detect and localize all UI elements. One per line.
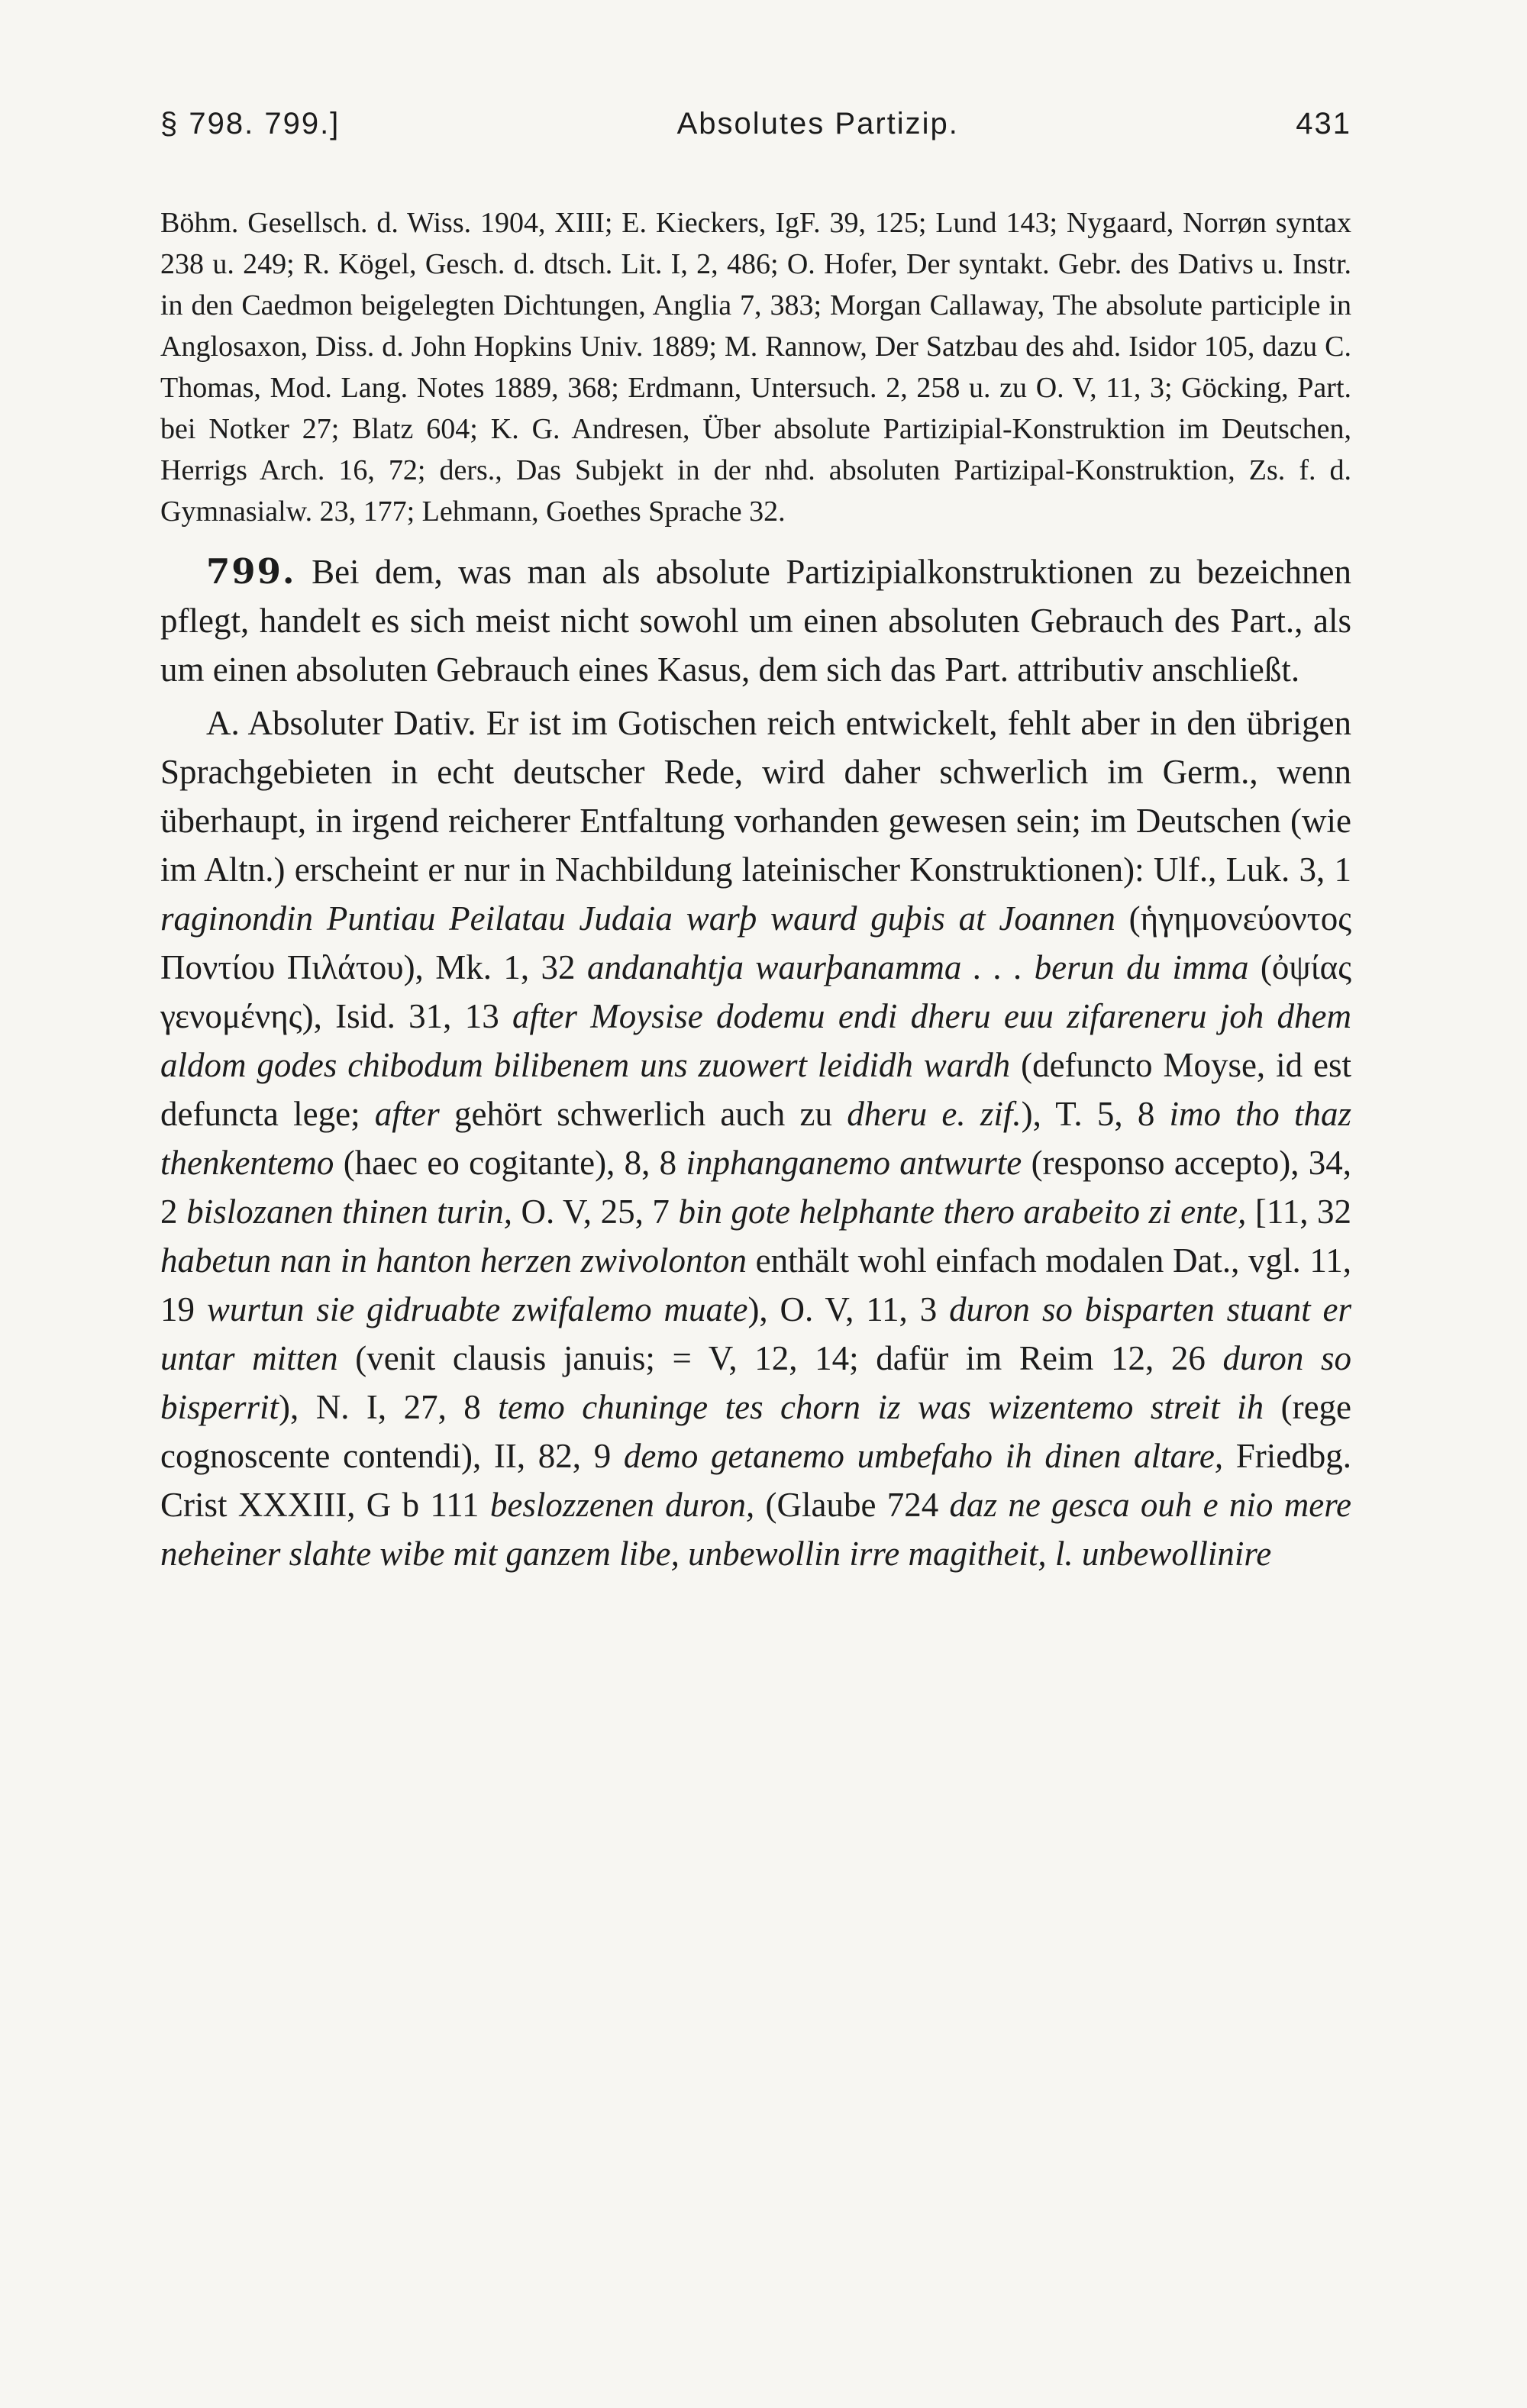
ohg-word: after	[374, 1095, 440, 1133]
text-run: ), O. V, 11, 3	[747, 1290, 938, 1328]
subsection-heading: A. Absoluter Dativ.	[206, 704, 476, 742]
text-run: O. V, 25, 7	[521, 1193, 670, 1231]
text-run: (venit clausis januis; = V, 12, 14; dafür im Reim 12, 26	[355, 1339, 1206, 1377]
text-run: ), N. I, 27, 8	[279, 1388, 481, 1426]
ohg-quote: after Moysise dodemu endi dheru euu zifareneru joh dhem aldom godes chibodum bilibenem uns zuowert leididh wardh	[160, 997, 1352, 1084]
text-run: (defuncto Moyse, id est defuncta lege;	[160, 1046, 1351, 1133]
page-number: 431	[1296, 107, 1351, 140]
ohg-quote: habetun nan in hanton herzen zwivolonton	[160, 1241, 747, 1280]
ohg-quote: bin gote helphante thero arabeito zi ente,	[678, 1193, 1247, 1231]
text-run: (rege cognoscente contendi), II, 82, 9	[160, 1388, 1352, 1475]
ohg-quote: temo chuninge tes chorn iz was wizentemo streit ih	[498, 1388, 1264, 1426]
text-run: enthält wohl einfach modalen Dat., vgl. 11, 19	[160, 1241, 1351, 1328]
text-run: gehört schwerlich auch zu	[454, 1095, 832, 1133]
gothic-quote: raginondin Puntiau Peilatau Judaia warþ waurd guþis at Joannen	[160, 899, 1115, 938]
ohg-quote: bislozanen thinen turin,	[186, 1193, 512, 1231]
text-run: Er ist im Gotischen reich entwickelt, fehlt aber in den übrigen Sprachgebieten in echt deutscher Rede, wird daher schwerlich im Germ., wenn überhaupt, in irgend reicherer Entfaltung vorhanden gewesen sein; im Deutschen (wie im Altn.) erscheint er nur in Nachbildung lateinischer Konstruktionen): Ulf., Luk. 3, 1	[160, 704, 1351, 889]
greek-gloss: (ἡγημονεύοντος Ποντίου Πιλάτου),	[160, 899, 1352, 986]
text-run: (Glaube 724	[765, 1486, 939, 1524]
book-page	[160, 107, 1351, 1578]
header-section-range: § 798. 799.]	[160, 107, 341, 140]
ohg-quote: imo tho thaz thenkentemo	[160, 1095, 1351, 1182]
absolute-dative-paragraph	[160, 699, 1351, 1578]
text-run: ), T. 5, 8	[1021, 1095, 1155, 1133]
ohg-quote: inphanganemo antwurte	[686, 1144, 1022, 1182]
text-run: Friedbg. Crist XXXIII, G b 111	[160, 1437, 1351, 1524]
text-run: Isid. 31, 13	[335, 997, 499, 1035]
greek-gloss: (ὀψίας γενομένης),	[160, 948, 1352, 1035]
text-run: (haec eo cogitante), 8, 8	[343, 1144, 677, 1182]
mhg-quote: daz ne gesca ouh e nio mere neheiner slahte wibe mit ganzem libe, unbewollin irre magitheit, l. unbewollinire	[160, 1486, 1352, 1573]
section-intro-text: Bei dem, was man als absolute Partizipialkonstruktionen zu bezeichnen pflegt, handelt es sich meist nicht sowohl um einen absoluten Gebrauch des Part., als um einen absoluten Gebrauch eines Kasus, dem sich das Part. attributiv anschließt.	[160, 553, 1352, 689]
ohg-quote: beslozzenen duron,	[489, 1486, 755, 1524]
ohg-quote: duron so bisparten stuant er untar mitten	[160, 1290, 1352, 1377]
section-number: 799.	[206, 551, 296, 592]
text-run: Mk. 1, 32	[435, 948, 576, 986]
ohg-quote: duron so bisperrit	[160, 1339, 1352, 1426]
running-header	[160, 107, 1351, 141]
ohg-word: dheru e. zif.	[847, 1095, 1022, 1133]
bibliography-paragraph: Böhm. Gesellsch. d. Wiss. 1904, XIII; E. Kieckers, IgF. 39, 125; Lund 143; Nygaard, Norrøn syntax 238 u. 249; R. Kögel, Gesch. d. dtsch. Lit. I, 2, 486; O. Hofer, Der syntakt. Gebr. des Dativs u. Instr. in den Caedmon beigelegten Dichtungen, Anglia 7, 383; Morgan Callaway, The absolute participle in Anglosaxon, Diss. d. John Hopkins Univ. 1889; M. Rannow, Der Satzbau des ahd. Isidor 105, dazu C. Thomas, Mod. Lang. Notes 1889, 368; Erdmann, Untersuch. 2, 258 u. zu O. V, 11, 3; Göcking, Part. bei Notker 27; Blatz 604; K. G. Andresen, Über absolute Partizipial-Konstruktion im Deutschen, Herrigs Arch. 16, 72; ders., Das Subjekt in der nhd. absoluten Partizipal-Konstruktion, Zs. f. d. Gymnasialw. 23, 177; Lehmann, Goethes Sprache 32.	[160, 207, 1351, 528]
gothic-quote: andanahtja waurþanamma . . . berun du imma	[586, 948, 1249, 986]
ohg-quote: wurtun sie gidruabte zwifalemo muate	[206, 1290, 748, 1328]
text-run: [11, 32	[1254, 1193, 1352, 1231]
ohg-quote: demo getanemo umbefaho ih dinen altare,	[623, 1437, 1224, 1475]
text-run: (responso accepto), 34, 2	[160, 1144, 1352, 1231]
header-title: Absolutes Partizip.	[676, 107, 959, 140]
section-799-intro	[160, 547, 1351, 694]
